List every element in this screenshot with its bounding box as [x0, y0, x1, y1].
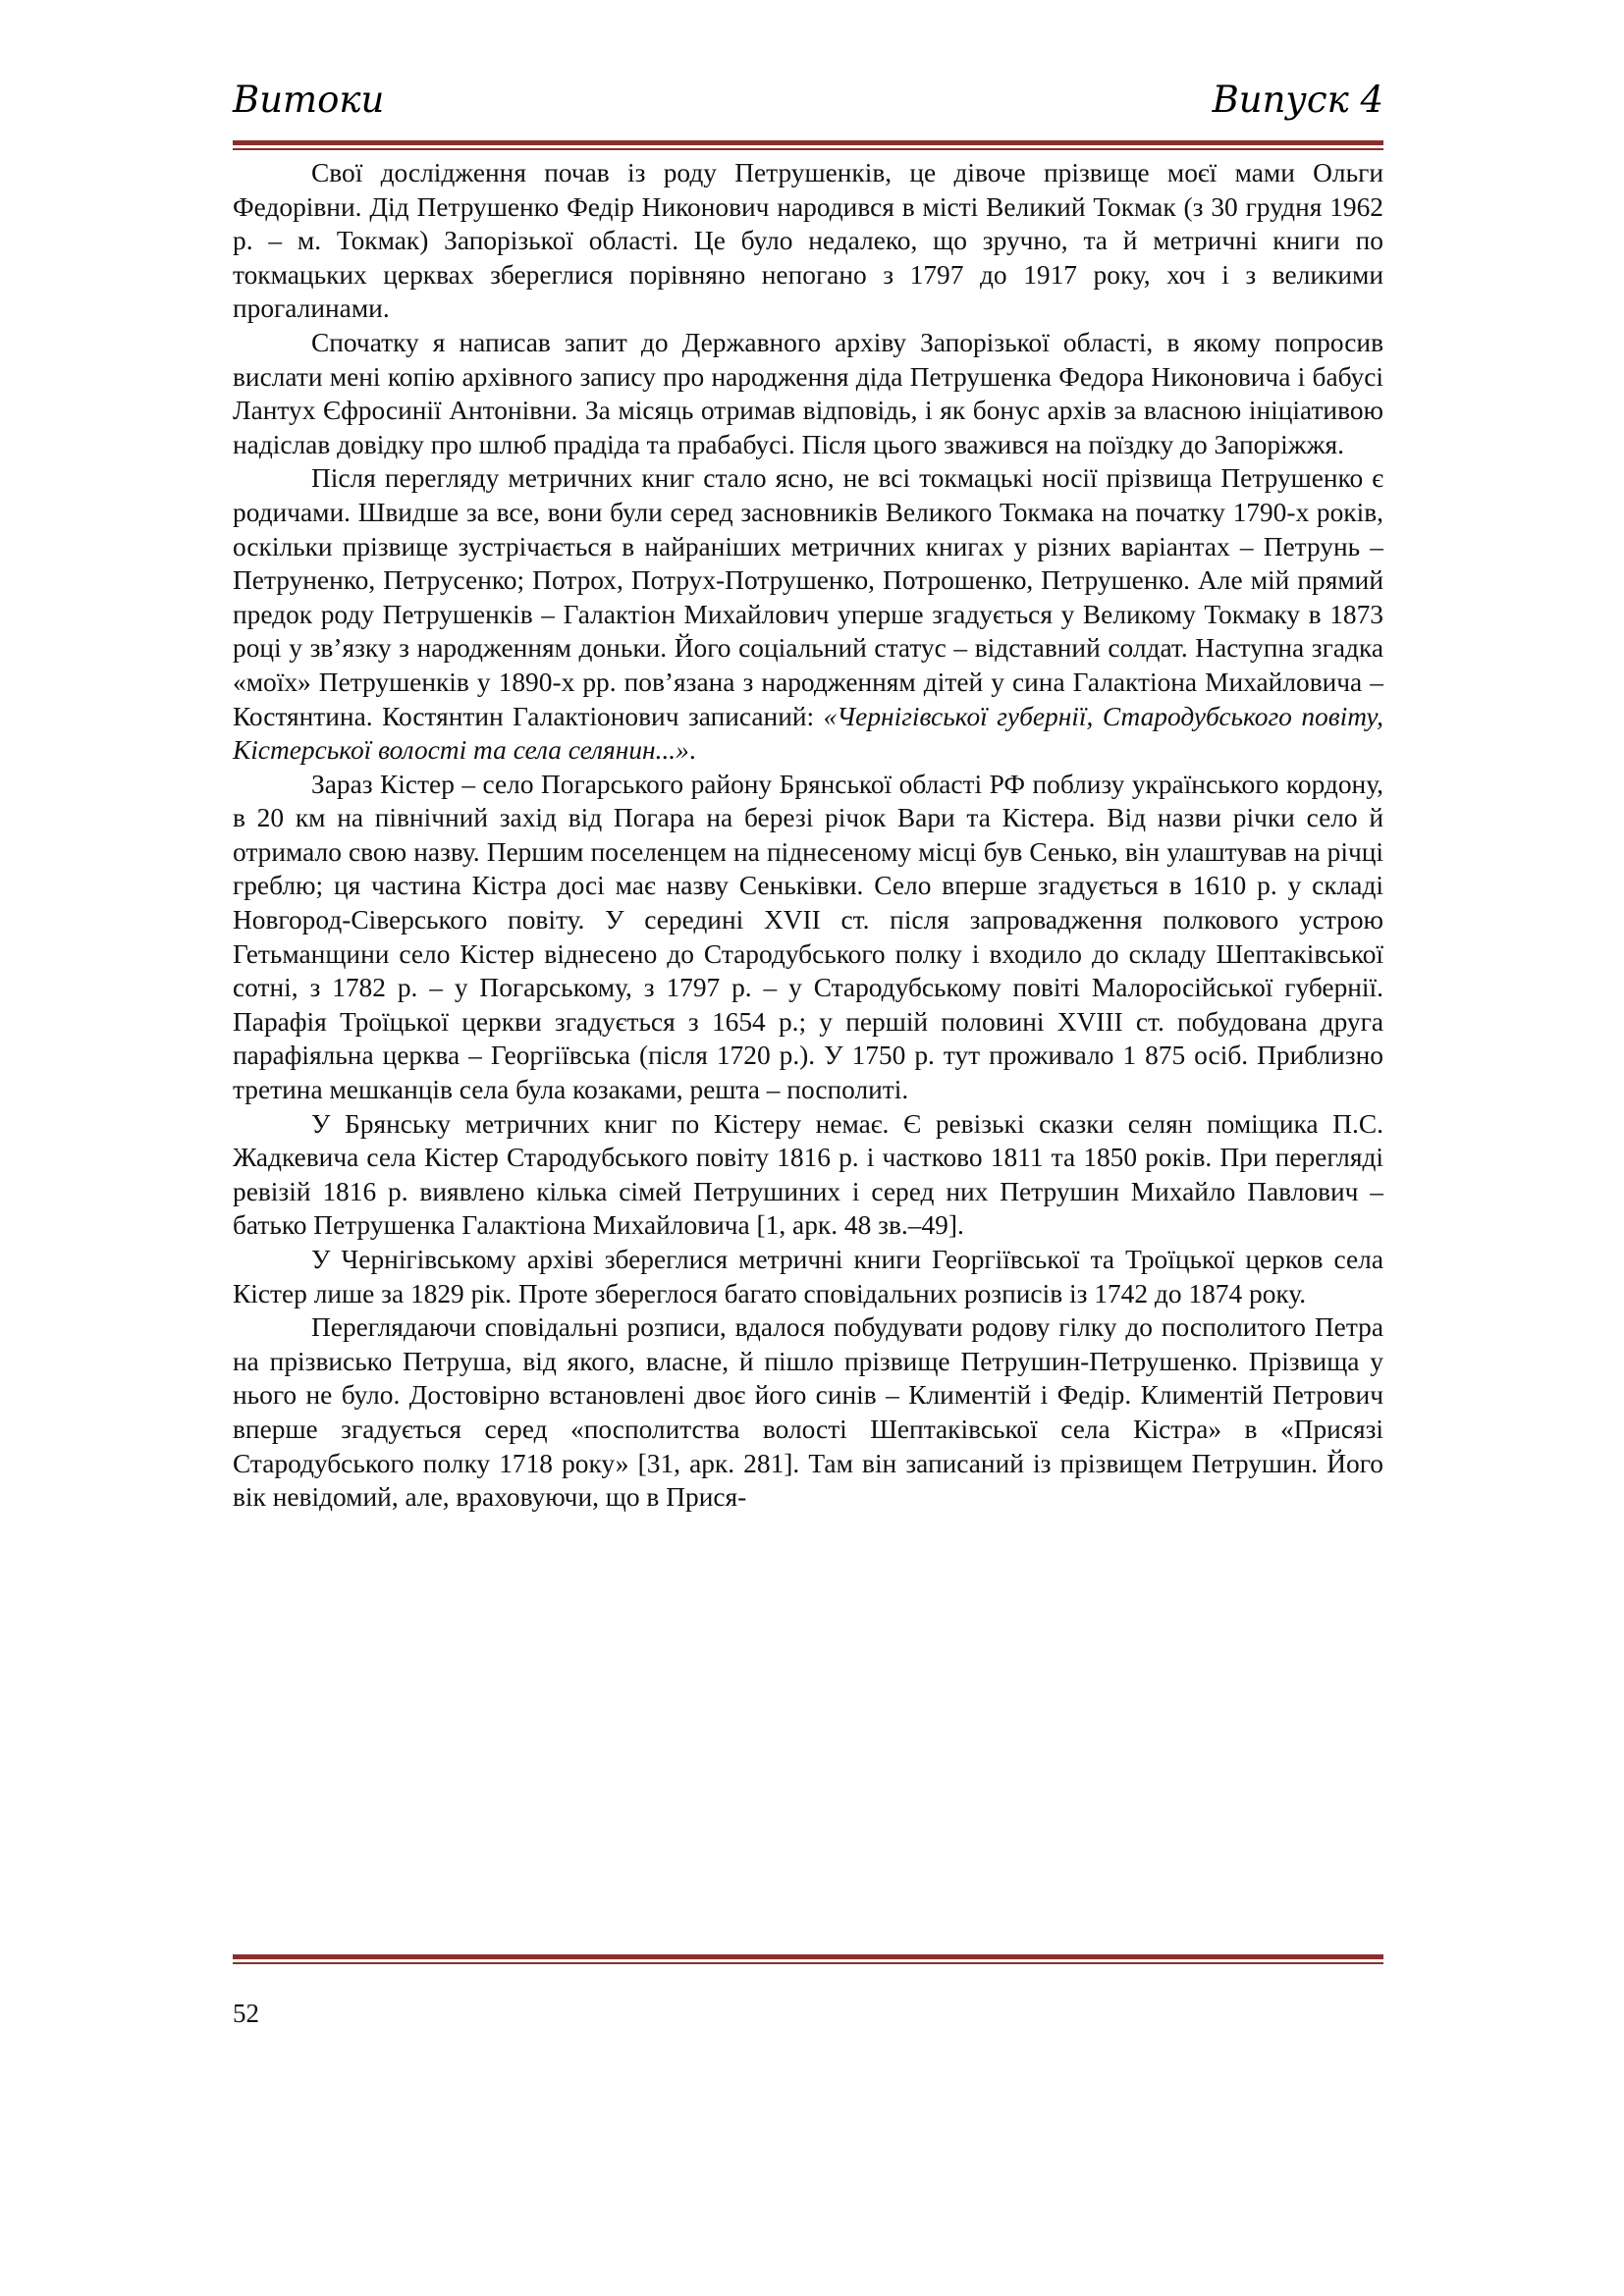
running-header	[233, 71, 1383, 130]
header-rule	[233, 140, 1383, 150]
quotation: «Чернігівської губернії, Стародубського повіту, Кістерської волості та села селянин...»	[233, 701, 1383, 766]
paragraph: Свої дослідження почав із роду Петрушенків, це дівоче прізвище моєї мами Ольги Федорівни. Дід Петрушенко Федір Никонович народився в місті Великий Токмак (з 30 грудня 1962 р. – м. Токмак) Запорізької області. Це було недалеко, що зручно, та й метричні книги по токмацьких церквах збереглися порівняно непогано з 1797 до 1917 року, хоч і з великими прогалинами.	[233, 158, 1383, 324]
paragraph: У Чернігівському архіві збереглися метричні книги Георгіївської та Троїцької церков села Кістер лише за 1829 рік. Проте збереглося багато сповідальних розписів із 1742 до 1874 року.	[233, 1245, 1383, 1308]
paragraph: Спочатку я написав запит до Державного архіву Запорізької області, в якому попросив вислати мені копію архівного запису про народження діда Петрушенка Федора Никоновича і бабусі Лантух Єфросинії Антонівни. За місяць отримав відповідь, і як бонус архів за власною ініціативою надіслав довідку про шлюб прадіда та прабабусі. Після цього зважився на поїздку до Запоріжжя.	[233, 327, 1383, 459]
page-number: 52	[233, 1999, 259, 2028]
article-body	[233, 156, 1383, 1515]
paragraph: Після перегляду метричних книг стало ясно, не всі токмацькі носії прізвища Петрушенко є родичами. Швидше за все, вони були серед засновників Великого Токмака на початку 1790-х років, оскільки прізвище зустрічається в найраніших метричних книгах у різних варіантах – Петрунь – Петруненко, Петрусенко; Потрох, Потрух-Потрушенко, Потрошенко, Петрушенко. Але мій прямий предок роду Петрушенків – Галактіон Михайлович уперше згадується у Великому Токмаку в 1873 році у зв’язку з народженням доньки. Його соціальний статус – відставний солдат. Наступна згадка «моїх» Петрушенків у 1890-х рр. пов’язана з народженням дітей у сина Галактіона Михайловича – Костянтина. Костянтин Галактіонович записаний: «Чернігівської губернії, Стародубського повіту, Кістерської волості та села селянин...».	[233, 463, 1383, 766]
issue-label: Випуск 4	[1212, 79, 1383, 121]
journal-title: Витоки	[233, 79, 385, 121]
paragraph: У Брянську метричних книг по Кістеру немає. Є ревізькі сказки селян поміщика П.С. Жадкевича села Кістер Стародубського повіту 1816 р. і частково 1811 та 1850 років. При перегляді ревізій 1816 р. виявлено кілька сімей Петрушиних і серед них Петрушин Михайло Павлович – батько Петрушенка Галактіона Михайловича [1, арк. 48 зв.–49].	[233, 1108, 1383, 1241]
paragraph: Зараз Кістер – село Погарського району Брянської області РФ поблизу українського кордону, в 20 км на північний захід від Погара на березі річок Вари та Кістера. Від назви річки село й отримало свою назву. Першим поселенцем на піднесеному місці був Сенько, він улаштував на річці греблю; ця частина Кістра досі має назву Сеньківки. Село вперше згадується в 1610 р. у складі Новгород-Сіверського повіту. У середині XVII ст. після запровадження полкового устрою Гетьманщини село Кістер віднесено до Стародубського полку і входило до складу Шептаківської сотні, з 1782 р. – у Погарському, з 1797 р. – у Стародубському повіті Малоросійської губернії. Парафія Троїцької церкви згадується з 1654 р.; у першій половині XVIII ст. побудована друга парафіяльна церква – Георгіївська (після 1720 р.). У 1750 р. тут проживало 1 875 осіб. Приблизно третина мешканців села була козаками, решта – посполиті.	[233, 769, 1383, 1105]
paragraph: Переглядаючи сповідальні розписи, вдалося побудувати родову гілку до посполитого Петра на прізвисько Петруша, від якого, власне, й пішло прізвище Петрушин-Петрушенко. Прізвища у нього не було. Достовірно встановлені двоє його синів – Климентій і Федір. Климентій Петрович вперше згадується серед «посполитства волості Шептаківської села Кістра» в «Присязі Стародубського полку 1718 року» [31, арк. 281]. Там він записаний із прізвищем Петрушин. Його вік невідомий, але, враховуючи, що в Прися-	[233, 1312, 1383, 1513]
footer-rule	[233, 1954, 1383, 1964]
